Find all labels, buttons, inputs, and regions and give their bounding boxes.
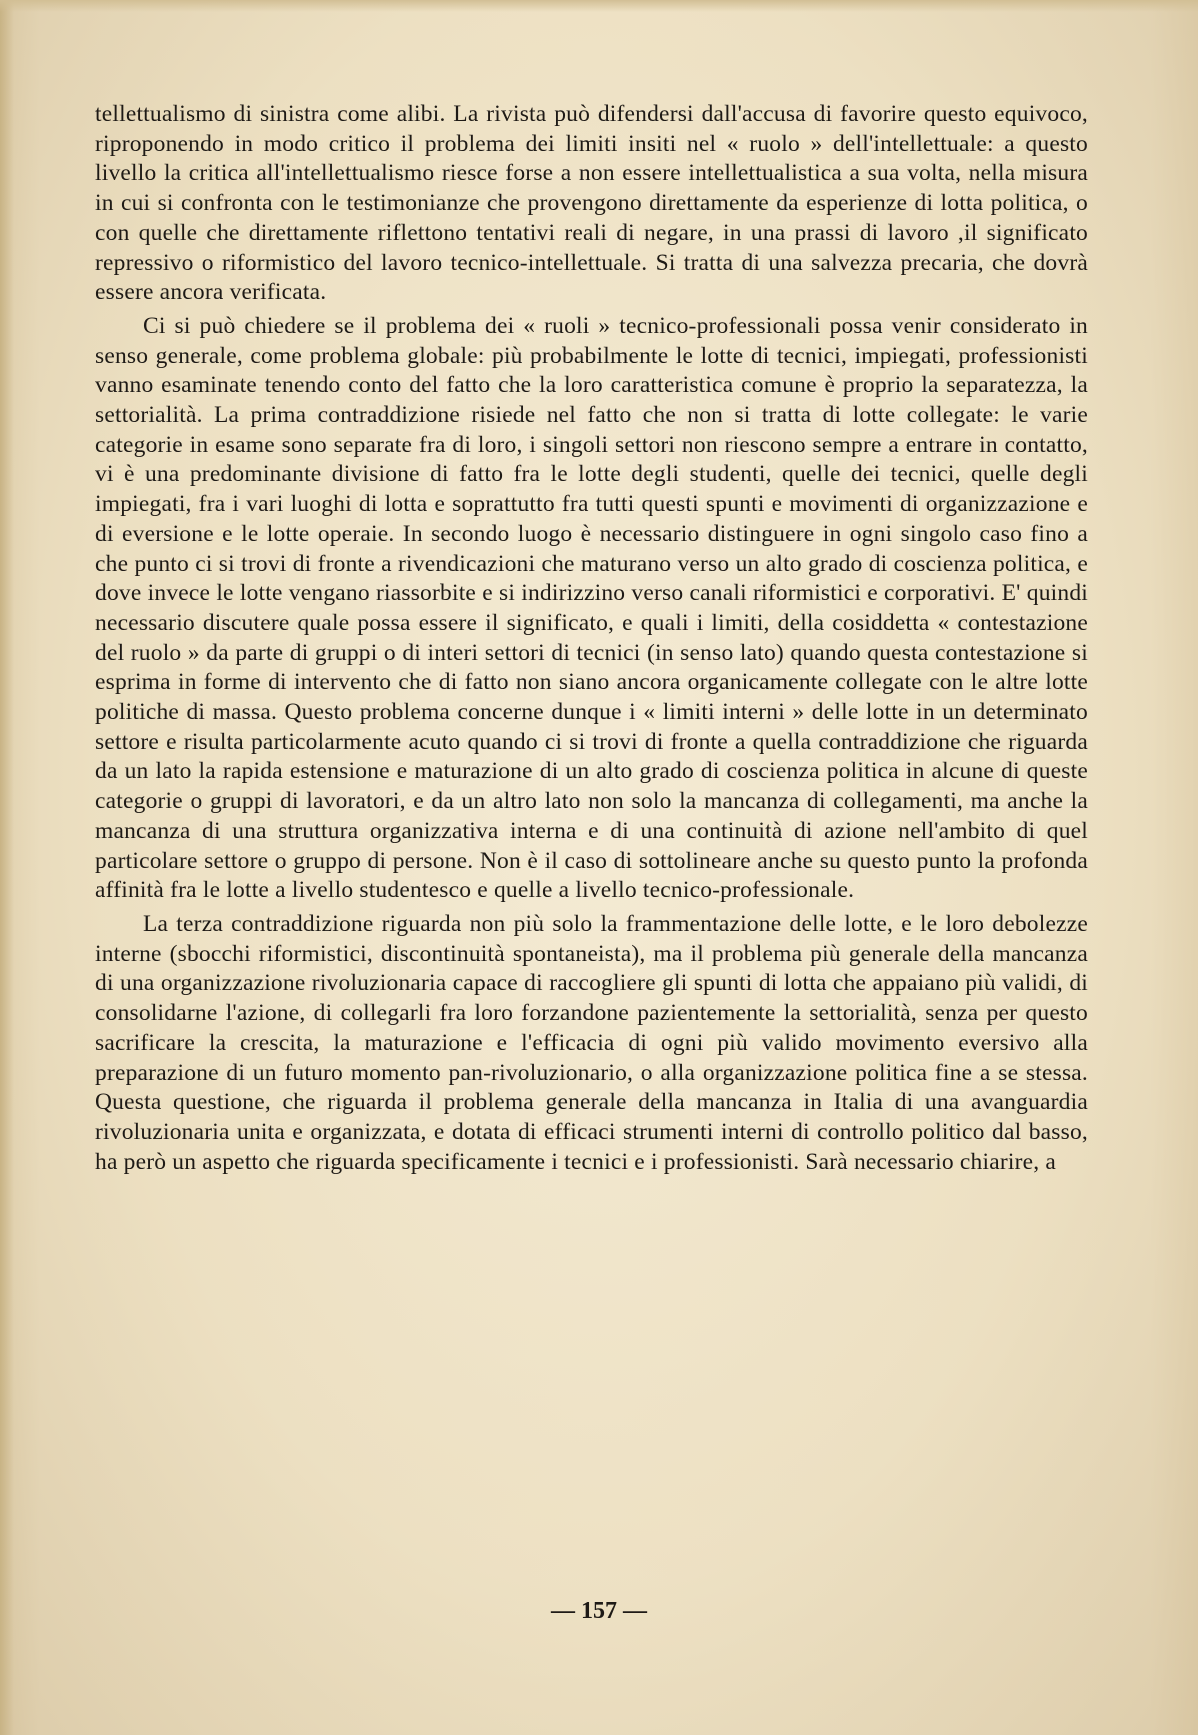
- page-edge-shadow-left: [0, 0, 14, 1735]
- paragraph-1: tellettualismo di sinistra come alibi. La rivista può difendersi dall'accusa di favorire questo equivoco, riproponendo in modo critico il problema dei limiti insiti nel « ruolo » dell'intellettuale: a questo livello la critica all'intellettualismo riesce forse a non essere intellettualistica a sua volta, nella misura in cui si confronta con le testimonianze che provengono direttamente da esperienze di lotta politica, o con quelle che direttamente riflettono tentativi reali di negare, in una prassi di lavoro ,il significato repressivo o riformistico del lavoro tecnico-intellettuale. Si tratta di una salvezza precaria, che dovrà essere ancora verificata.: [95, 101, 1088, 306]
- paragraph-2: Ci si può chiedere se il problema dei « ruoli » tecnico-professionali possa venir considerato in senso generale, come problema globale: più probabilmente le lotte di tecnici, impiegati, professionisti vanno esaminate tenendo conto del fatto che la loro caratteristica comune è proprio la separatezza, la settorialità. La prima contraddizione risiede nel fatto che non si tratta di lotte collegate: le varie categorie in esame sono separate fra di loro, i singoli settori non riescono sempre a entrare in contatto, vi è una predominante divisione di fatto fra le lotte degli studenti, quelle dei tecnici, quelle degli impiegati, fra i vari luoghi di lotta e soprattutto fra tutti questi spunti e movimenti di organizzazione e di eversione e le lotte operaie. In secondo luogo è necessario distinguere in ogni singolo caso fino a che punto ci si trovi di fronte a rivendicazioni che maturano verso un alto grado di coscienza politica, e dove invece le lotte vengano riassorbite e si indirizzino verso canali riformistici e corporativi. E' quindi necessario discutere quale possa essere il significato, e quali i limiti, della cosiddetta « contestazione del ruolo » da parte di gruppi o di interi settori di tecnici (in senso lato) quando questa contestazione si esprima in forme di intervento che di fatto non siano ancora organicamente collegate con le altre lotte politiche di massa. Questo problema concerne dunque i « limiti interni » delle lotte in un determinato settore e risulta particolarmente acuto quando ci si trovi di fronte a quella contraddizione che riguarda da un lato la rapida estensione e maturazione di un alto grado di coscienza politica in alcune di queste categorie o gruppi di lavoratori, e da un altro lato non solo la mancanza di collegamenti, ma anche la mancanza di una struttura organizzativa interna e di una continuità di azione nell'ambito di quel particolare settore o gruppo di persone. Non è il caso di sottolineare anche su questo punto la profonda affinità fra le lotte a livello studentesco e quelle a livello tecnico-professionale.: [95, 312, 1088, 904]
- paragraph-3: La terza contraddizione riguarda non più solo la frammentazione delle lotte, e le loro debolezze interne (sbocchi riformistici, discontinuità spontaneista), ma il problema più generale della mancanza di una organizzazione rivoluzionaria capace di raccogliere gli spunti di lotta che appaiano più validi, di consolidarne l'azione, di collegarli fra loro forzandone pazientemente la settorialità, senza per questo sacrificare la crescita, la maturazione e l'efficacia di ogni più valido movimento eversivo alla preparazione di un futuro momento pan-rivoluzionario, o alla organizzazione politica fine a se stessa. Questa questione, che riguarda il problema generale della mancanza in Italia di una avanguardia rivoluzionaria unita e organizzata, e dotata di efficaci strumenti interni di controllo politico dal basso, ha però un aspetto che riguarda specificamente i tecnici e i professionisti. Sarà necessario chiarire, a: [95, 910, 1088, 1175]
- page-edge-shadow-top: [0, 0, 1198, 12]
- body-text: [95, 100, 1088, 1177]
- page-number: — 157 —: [551, 1598, 647, 1624]
